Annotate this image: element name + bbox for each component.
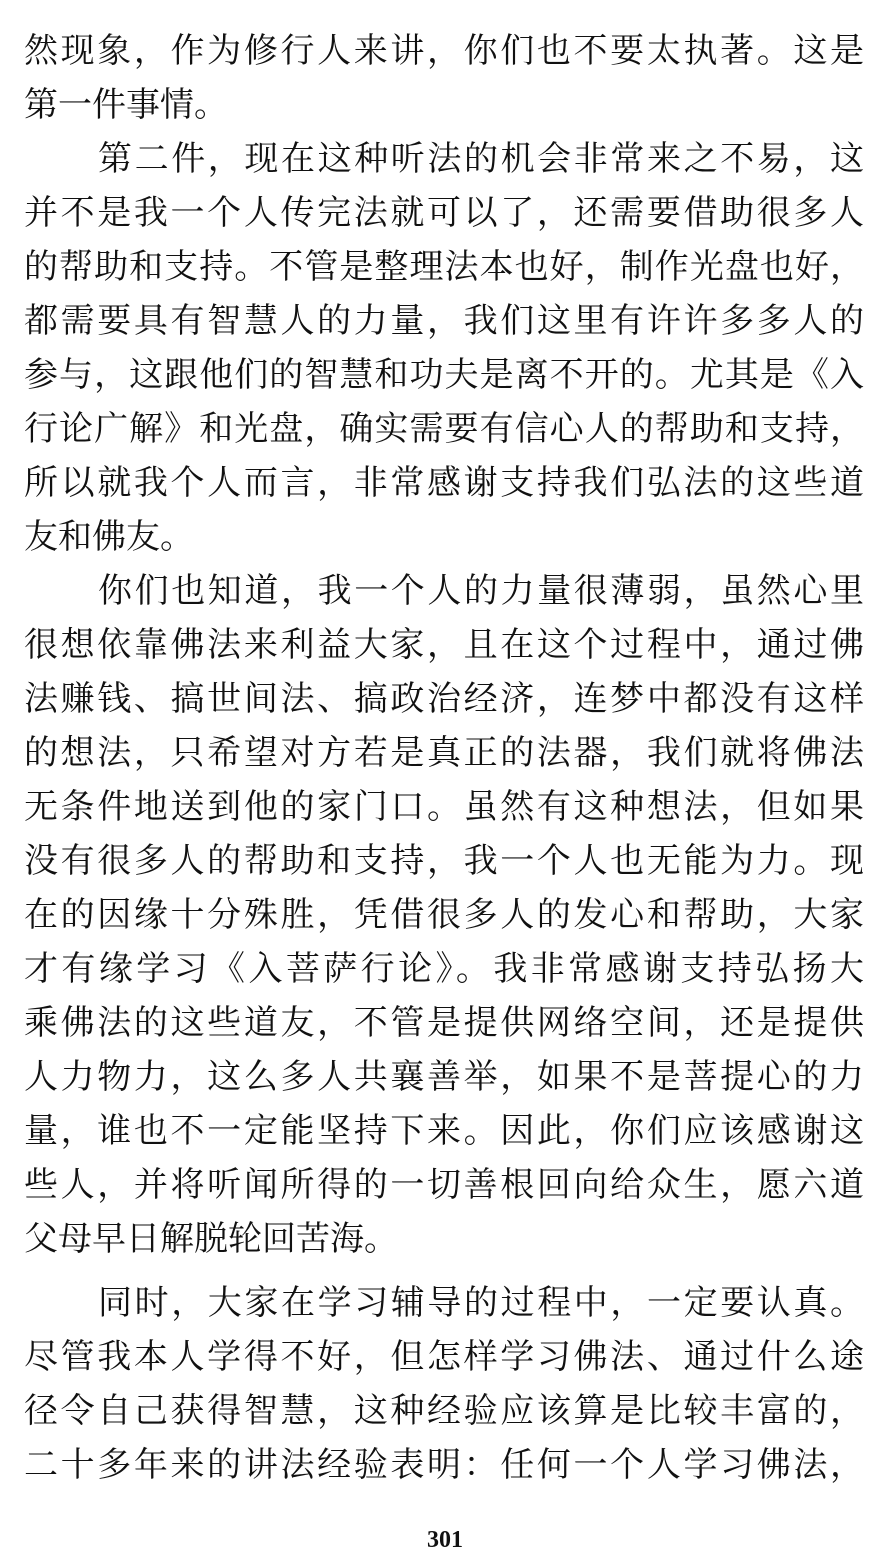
- text-line: 并不是我一个人传完法就可以了，还需要借助很多人: [24, 193, 864, 233]
- text-line: 都需要具有智慧人的力量，我们这里有许许多多人的: [24, 301, 864, 341]
- text-line: 参与，这跟他们的智慧和功夫是离不开的。尤其是《入: [24, 355, 864, 395]
- text-line: 些人，并将听闻所得的一切善根回向给众生，愿六道: [24, 1165, 864, 1205]
- paragraph-start-line: 第二件，现在这种听法的机会非常来之不易，这: [98, 139, 864, 179]
- text-line: 二十多年来的讲法经验表明：任何一个人学习佛法，: [24, 1445, 864, 1485]
- text-line: 才有缘学习《入菩萨行论》。我非常感谢支持弘扬大: [24, 949, 864, 989]
- text-line: 径令自己获得智慧，这种经验应该算是比较丰富的，: [24, 1391, 864, 1431]
- text-line: 行论广解》和光盘，确实需要有信心人的帮助和支持，: [24, 409, 864, 449]
- text-line: 所以就我个人而言，非常感谢支持我们弘法的这些道: [24, 463, 864, 503]
- paragraph-start-line: 同时，大家在学习辅导的过程中，一定要认真。: [98, 1283, 864, 1323]
- text-line: 第一件事情。: [24, 85, 228, 125]
- text-line: 父母早日解脱轮回苦海。: [24, 1219, 398, 1259]
- paragraph-start-line: 你们也知道，我一个人的力量很薄弱，虽然心里: [98, 571, 864, 611]
- text-line: 无条件地送到他的家门口。虽然有这种想法，但如果: [24, 787, 864, 827]
- text-line: 没有很多人的帮助和支持，我一个人也无能为力。现: [24, 841, 864, 881]
- text-line: 很想依靠佛法来利益大家，且在这个过程中，通过佛: [24, 625, 864, 665]
- text-line: 量，谁也不一定能坚持下来。因此，你们应该感谢这: [24, 1111, 864, 1151]
- text-line: 然现象，作为修行人来讲，你们也不要太执著。这是: [24, 31, 864, 71]
- text-line: 法赚钱、搞世间法、搞政治经济，连梦中都没有这样: [24, 679, 864, 719]
- text-line: 人力物力，这么多人共襄善举，如果不是菩提心的力: [24, 1057, 864, 1097]
- text-line: 在的因缘十分殊胜，凭借很多人的发心和帮助，大家: [24, 895, 864, 935]
- text-line: 的帮助和支持。不管是整理法本也好，制作光盘也好，: [24, 247, 864, 287]
- text-line: 友和佛友。: [24, 517, 194, 557]
- text-line: 的想法，只希望对方若是真正的法器，我们就将佛法: [24, 733, 864, 773]
- page-number: 301: [427, 1527, 463, 1553]
- text-line: 尽管我本人学得不好，但怎样学习佛法、通过什么途: [24, 1337, 864, 1377]
- text-line: 乘佛法的这些道友，不管是提供网络空间，还是提供: [24, 1003, 864, 1043]
